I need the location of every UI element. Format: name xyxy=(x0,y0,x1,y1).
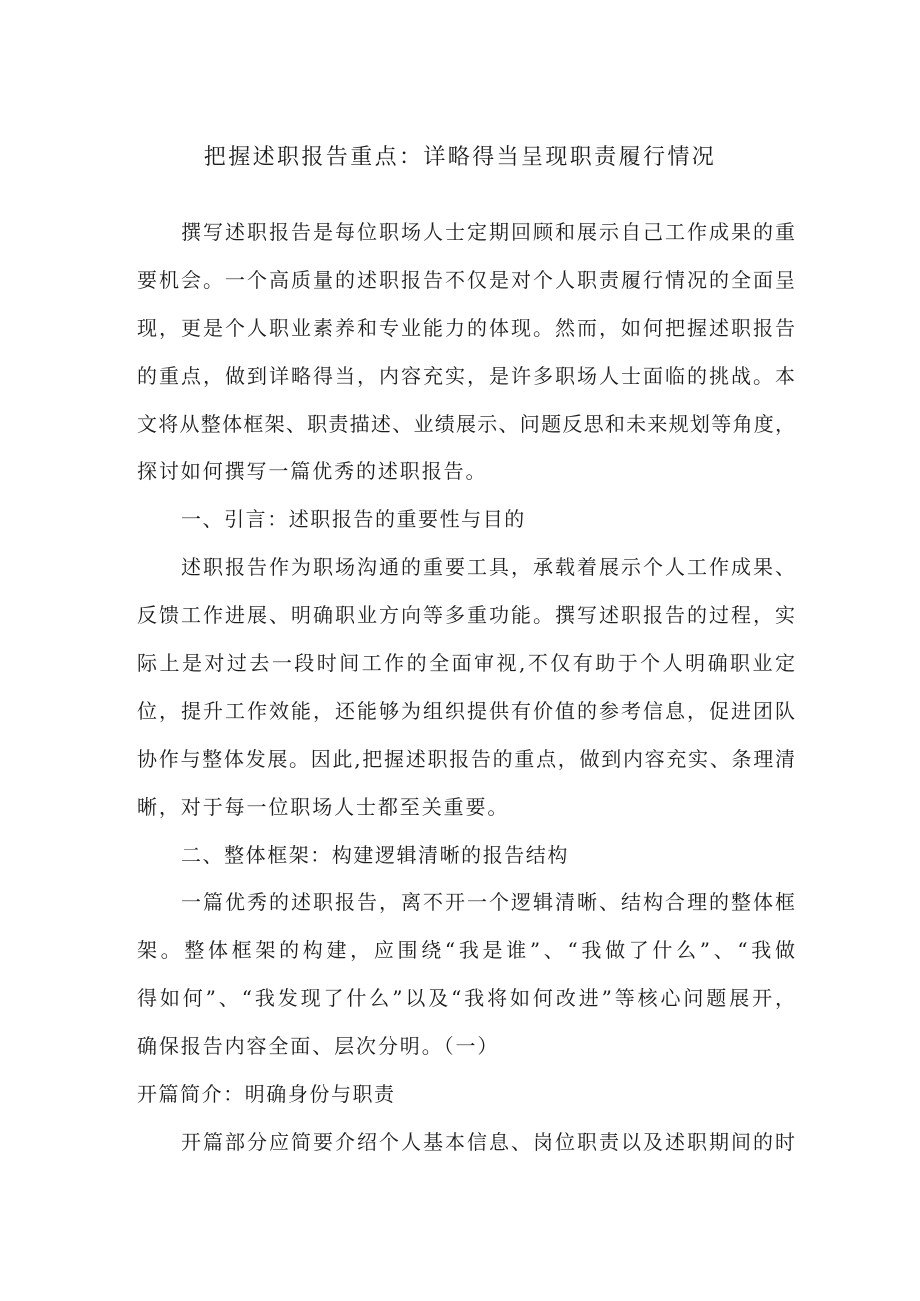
section-2 xyxy=(137,832,795,1167)
section-heading: 二、整体框架：构建逻辑清晰的报告结构 xyxy=(181,842,569,867)
paragraph-line: 际上是对过去一段时间工作的全面审视,不仅有助于个人明确职业定 xyxy=(137,651,795,676)
paragraph-line: 要机会。一个高质量的述职报告不仅是对个人职责履行情况的全面呈 xyxy=(137,267,795,292)
paragraph-line: 现，更是个人职业素养和专业能力的体现。然而，如何把握述职报告 xyxy=(137,315,795,340)
paragraph-line: 一篇优秀的述职报告，离不开一个逻辑清晰、结构合理的整体框 xyxy=(181,890,795,915)
paragraph-line: 述职报告作为职场沟通的重要工具，承载着展示个人工作成果、 xyxy=(181,555,795,580)
paragraph-line: 协作与整体发展。因此,把握述职报告的重点，做到内容充实、条理清 xyxy=(137,746,795,771)
paragraph-line: 的重点，做到详略得当，内容充实，是许多职场人士面临的挑战。本 xyxy=(137,363,795,388)
paragraph-line: 晰，对于每一位职场人士都至关重要。 xyxy=(137,794,510,819)
paragraph-line: 探讨如何撰写一篇优秀的述职报告。 xyxy=(137,459,488,484)
document-body xyxy=(137,209,795,1167)
paragraph-line: 位，提升工作效能，还能够为组织提供有价值的参考信息，促进团队 xyxy=(137,698,795,723)
section-heading: 一、引言：述职报告的重要性与目的 xyxy=(181,507,526,532)
document-title: 把握述职报告重点：详略得当呈现职责履行情况 xyxy=(203,145,717,170)
paragraph-line: 得如何”、“我发现了什么”以及“我将如何改进”等核心问题展开， xyxy=(137,986,795,1011)
paragraph-line: 确保报告内容全面、层次分明。（一） xyxy=(137,1034,500,1059)
paragraph-line: 撰写述职报告是每位职场人士定期回顾和展示自己工作成果的重 xyxy=(181,220,795,244)
paragraph-line: 反馈工作进展、明确职业方向等多重功能。撰写述职报告的过程，实 xyxy=(137,603,795,628)
section-1 xyxy=(137,496,795,831)
paragraph-line: 架。整体框架的构建，应围绕“我是谁”、“我做了什么”、“我做 xyxy=(137,938,795,963)
intro-paragraph xyxy=(137,209,795,496)
paragraph-line: 开篇部分应简要介绍个人基本信息、岗位职责以及述职期间的时 xyxy=(181,1129,795,1154)
subsection-heading: 开篇简介：明确身份与职责 xyxy=(137,1082,396,1107)
paragraph-line: 文将从整体框架、职责描述、业绩展示、问题反思和未来规划等角度， xyxy=(137,411,795,436)
